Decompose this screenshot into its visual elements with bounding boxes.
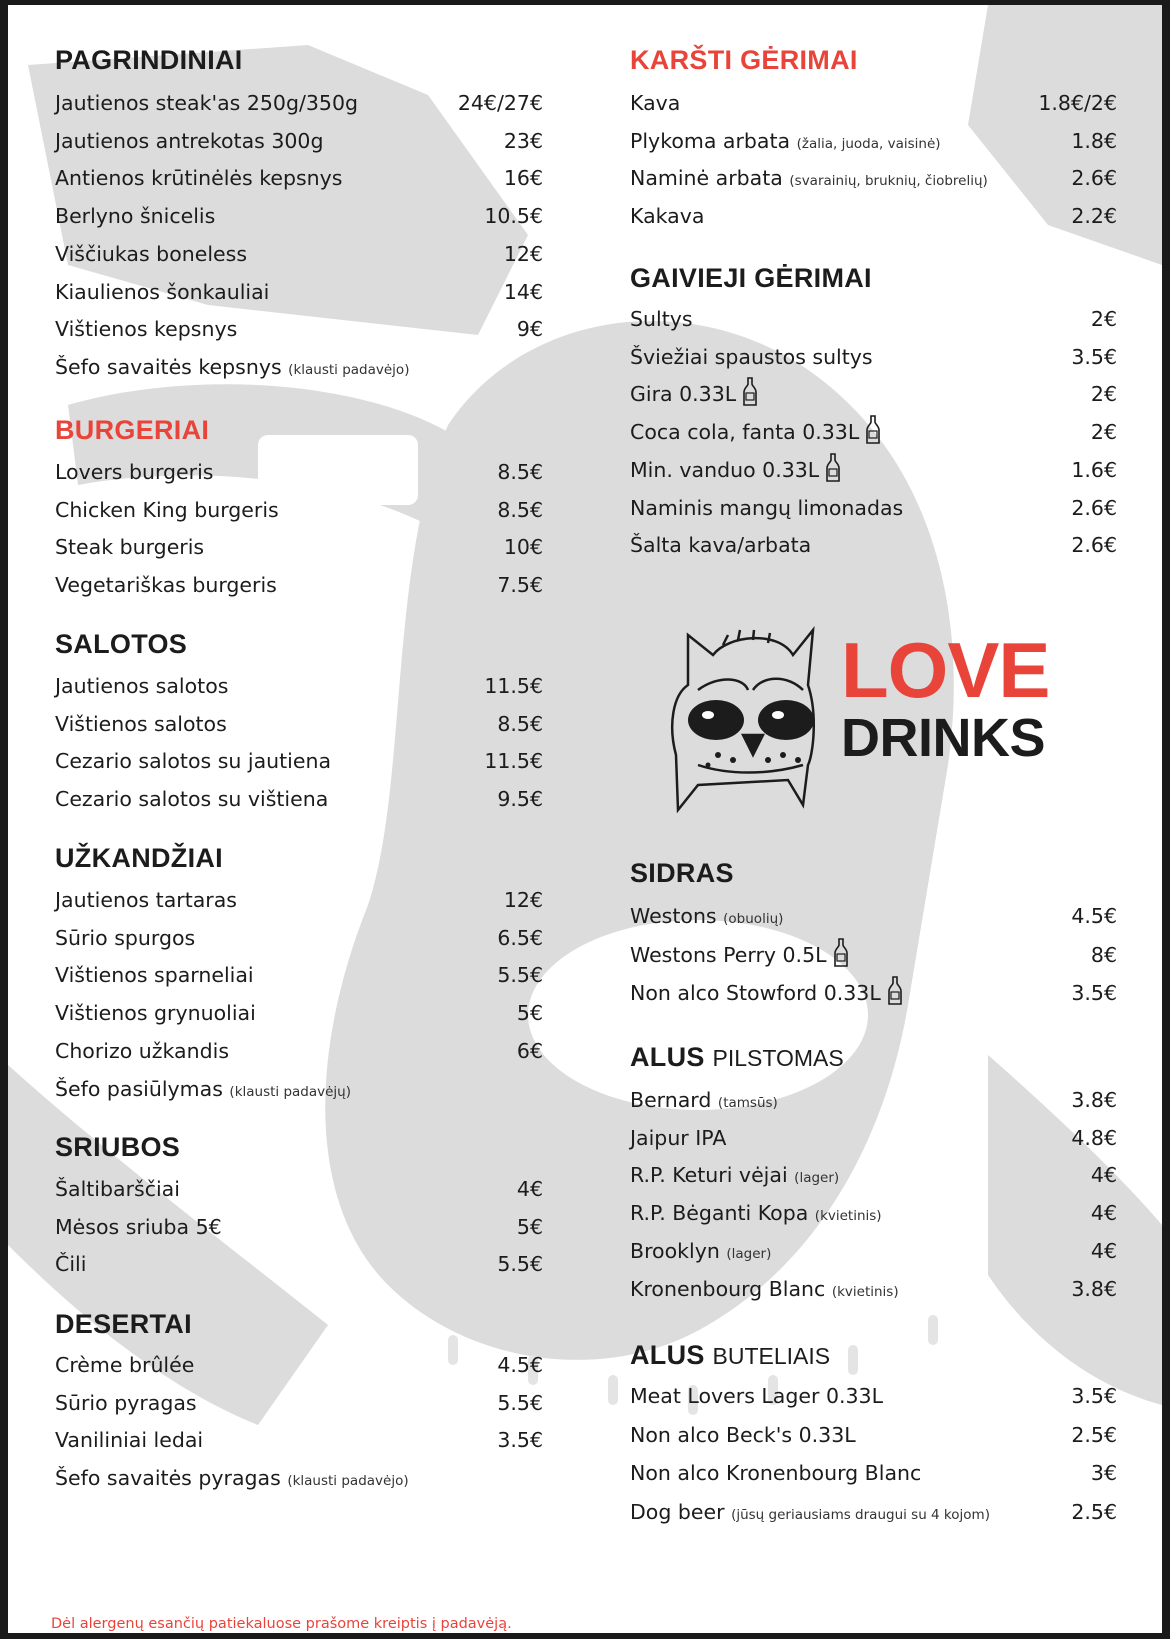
menu-item-name: Jautienos salotos — [55, 674, 229, 698]
menu-item-price: 4€ — [1090, 1163, 1117, 1188]
menu-item-name: Kava — [630, 91, 681, 115]
menu-item-price: 4.5€ — [497, 1353, 543, 1377]
menu-item-name: Šefo pasiūlymas (klausti padavėjų) — [55, 1076, 352, 1101]
menu-item-name: Jautienos antrekotas 300g — [55, 128, 324, 153]
menu-item-name: Min. vanduo 0.33L — [630, 452, 841, 494]
menu-item — [55, 1347, 543, 1383]
menu-item — [630, 160, 1117, 196]
menu-item — [630, 937, 1117, 973]
menu-item-price: 4€ — [1090, 1238, 1117, 1263]
menu-item-price: 5.5€ — [497, 1252, 543, 1277]
menu-item-price: 1.6€ — [1071, 457, 1117, 482]
menu-item-name: Berlyno šnicelis — [55, 204, 216, 229]
menu-item-name: Crème brûlée — [55, 1353, 195, 1377]
menu-item — [55, 668, 543, 704]
menu-item — [630, 1455, 1117, 1491]
menu-item-name: Viščiukas boneless — [55, 241, 248, 266]
section-title-sidras: SIDRAS — [630, 858, 734, 888]
menu-item-note: (klausti padavėjų) — [229, 1083, 352, 1100]
menu-item-name: Mėsos sriuba 5€ — [55, 1214, 222, 1239]
menu-item — [55, 123, 543, 159]
menu-item-name: Cezario salotos su vištiena — [55, 787, 329, 812]
menu-item-price: 23€ — [503, 128, 543, 153]
bottle-icon — [825, 453, 841, 494]
menu-item-note: (tamsūs) — [717, 1095, 778, 1111]
menu-item — [55, 1209, 543, 1245]
menu-item — [55, 882, 543, 918]
menu-item-note: (svarainių, bruknių, čiobrelių) — [789, 173, 988, 190]
menu-item — [630, 85, 1117, 121]
menu-item-name: Non alco Beck's 0.33L — [630, 1422, 856, 1447]
menu-item — [630, 1082, 1117, 1118]
menu-item-name: Vaniliniai ledai — [55, 1428, 204, 1453]
menu-item-price: 2€ — [1090, 420, 1117, 445]
menu-item — [55, 311, 543, 347]
menu-item-name: Šaltibarščiai — [55, 1177, 180, 1201]
section-title-alus: ALUS — [630, 1340, 705, 1370]
menu-item-name: Čili — [55, 1252, 87, 1277]
menu-item-price: 8.5€ — [497, 497, 543, 522]
menu-item-name: Lovers burgeris — [55, 460, 214, 484]
menu-item-price: 3.5€ — [497, 1428, 543, 1453]
menu-item — [55, 706, 543, 742]
logo-drinks-text: DRINKS — [841, 708, 1046, 768]
menu-item-name: Vištienos sparneliai — [55, 963, 254, 988]
menu-item — [630, 1120, 1117, 1156]
menu-item-price: 5.5€ — [497, 963, 543, 988]
menu-item-note: (lager) — [726, 1245, 772, 1262]
menu-item — [630, 301, 1117, 337]
bottle-icon — [833, 938, 849, 979]
menu-item — [55, 1071, 543, 1107]
menu-page — [8, 5, 1162, 1633]
menu-item-name: Jautienos steak'as 250g/350g — [55, 91, 359, 115]
menu-item-price: 5€ — [516, 1001, 543, 1026]
menu-item-price: 11.5€ — [484, 674, 543, 698]
menu-item — [630, 1195, 1117, 1231]
section-title-uzkandziai: UŽKANDŽIAI — [55, 843, 223, 873]
menu-item-name: Naminis mangų limonadas — [630, 495, 904, 520]
section-title-sriubos: SRIUBOS — [55, 1132, 181, 1162]
menu-item — [630, 898, 1117, 934]
menu-item-name: Sultys — [630, 307, 693, 331]
menu-item-note: (klausti padavėjo) — [288, 361, 410, 378]
menu-item-name: Cezario salotos su jautiena — [55, 749, 332, 774]
menu-item-price: 4.5€ — [1071, 904, 1117, 928]
menu-item-price: 3.5€ — [1071, 1384, 1117, 1408]
menu-item-price: 2.5€ — [1071, 1422, 1117, 1447]
menu-item — [55, 236, 543, 272]
section-title-desertai: DESERTAI — [55, 1309, 192, 1339]
menu-item-name: Bernard (tamsūs) — [630, 1088, 778, 1112]
menu-item-name: Westons (obuolių) — [630, 904, 784, 928]
section-title-alus-pilstomas — [630, 1042, 844, 1073]
menu-item — [630, 975, 1117, 1011]
menu-item-name: Naminė arbata (svarainių, bruknių, čiobrelių) — [630, 166, 988, 191]
menu-item-price: 5€ — [516, 1214, 543, 1239]
menu-item — [55, 781, 543, 817]
menu-item-price: 12€ — [503, 888, 543, 912]
menu-item-price: 5.5€ — [497, 1390, 543, 1415]
logo-love-text: LOVE — [841, 626, 1050, 714]
menu-item-price: 3€ — [1090, 1461, 1117, 1485]
menu-item-price: 16€ — [503, 166, 543, 191]
section-title-pagrindiniai: PAGRINDINIAI — [55, 45, 243, 75]
bottle-icon — [742, 377, 758, 418]
section-title-karsti-gerimai: KARŠTI GĖRIMAI — [630, 45, 858, 75]
menu-item-price: 2.6€ — [1071, 166, 1117, 191]
menu-item — [630, 414, 1117, 450]
menu-item-price: 14€ — [503, 279, 543, 304]
menu-item — [630, 1378, 1117, 1414]
menu-item-name: Non alco Kronenbourg Blanc — [630, 1461, 922, 1485]
menu-item — [630, 376, 1117, 412]
section-subtitle-buteliais: BUTELIAIS — [712, 1343, 831, 1369]
menu-item-price: 2€ — [1090, 307, 1117, 331]
menu-item-price: 2€ — [1090, 382, 1117, 407]
menu-item-price: 2.6€ — [1071, 495, 1117, 520]
menu-item-name: Sūrio spurgos — [55, 925, 196, 950]
menu-item-name: Kiaulienos šonkauliai — [55, 279, 270, 304]
menu-item-name: R.P. Bėganti Kopa (kvietinis) — [630, 1201, 882, 1226]
menu-item-name: Chorizo užkandis — [55, 1038, 229, 1063]
menu-item — [630, 1233, 1117, 1269]
menu-item — [630, 490, 1117, 526]
menu-item — [55, 995, 543, 1031]
section-title-burgeriai: BURGERIAI — [55, 415, 210, 445]
menu-item-price: 9.5€ — [497, 787, 543, 812]
bottle-icon — [887, 976, 903, 1017]
menu-item-name: Gira 0.33L — [630, 376, 758, 418]
section-title-salotos: SALOTOS — [55, 629, 188, 659]
menu-item — [55, 454, 543, 490]
menu-item-price: 1.8€ — [1071, 128, 1117, 153]
menu-item-price: 10.5€ — [484, 204, 543, 229]
menu-item-name: Vištienos kepsnys — [55, 317, 238, 342]
menu-item-name: Coca cola, fanta 0.33L — [630, 414, 881, 456]
section-title-gaivieji-gerimai: GAIVIEJI GĖRIMAI — [630, 263, 872, 293]
menu-item — [630, 1157, 1117, 1193]
menu-item-name: R.P. Keturi vėjai (lager) — [630, 1163, 840, 1188]
menu-item-price: 2.5€ — [1071, 1499, 1117, 1524]
menu-item-price: 12€ — [503, 241, 543, 266]
menu-item-name: Jaipur IPA — [630, 1125, 727, 1150]
menu-item — [630, 1271, 1117, 1307]
bottle-icon — [865, 415, 881, 456]
menu-item — [630, 527, 1117, 563]
menu-item-price: 24€/27€ — [457, 91, 543, 115]
menu-item-price: 8€ — [1090, 942, 1117, 967]
menu-item — [55, 1422, 543, 1458]
menu-item — [55, 274, 543, 310]
menu-item-note: (kvietinis) — [831, 1283, 899, 1300]
menu-item-name: Šalta kava/arbata — [630, 533, 812, 558]
menu-item-note: (kvietinis) — [814, 1208, 882, 1225]
menu-item — [55, 85, 543, 121]
section-title-alus: ALUS — [630, 1042, 705, 1072]
menu-item-name: Non alco Stowford 0.33L — [630, 975, 903, 1017]
menu-item-name: Plykoma arbata (žalia, juoda, vaisinė) — [630, 128, 941, 153]
menu-item-price: 3.5€ — [1071, 344, 1117, 369]
menu-item — [55, 920, 543, 956]
menu-item-name: Meat Lovers Lager 0.33L — [630, 1384, 884, 1408]
menu-item — [630, 452, 1117, 488]
menu-item-price: 3.8€ — [1071, 1276, 1117, 1301]
menu-item-name: Steak burgeris — [55, 535, 205, 560]
menu-item-name: Westons Perry 0.5L — [630, 937, 849, 979]
menu-item-price: 11.5€ — [484, 749, 543, 774]
menu-item — [630, 1417, 1117, 1453]
menu-item-name: Dog beer (jūsų geriausiams draugui su 4 kojom) — [630, 1499, 990, 1524]
menu-item-price: 1.8€/2€ — [1038, 91, 1117, 115]
menu-item-name: Kakava — [630, 204, 705, 229]
menu-item-name: Sūrio pyragas — [55, 1390, 197, 1415]
menu-item-price: 10€ — [503, 535, 543, 560]
menu-item — [55, 957, 543, 993]
menu-item-name: Vištienos grynuoliai — [55, 1001, 256, 1026]
section-subtitle-pilstomas: PILSTOMAS — [712, 1045, 844, 1071]
menu-item-price: 4€ — [1090, 1201, 1117, 1226]
menu-item-name: Šefo savaitės kepsnys (klausti padavėjo) — [55, 354, 410, 379]
menu-item-name: Vegetariškas burgeris — [55, 573, 277, 598]
menu-item-note: (klausti padavėjo) — [287, 1473, 409, 1490]
menu-item — [630, 123, 1117, 159]
menu-item-name: Šviežiai spaustos sultys — [630, 344, 873, 369]
menu-item-note: (lager) — [794, 1170, 840, 1187]
menu-item — [55, 349, 543, 385]
menu-item-price: 6.5€ — [497, 925, 543, 950]
menu-item-name: Šefo savaitės pyragas (klausti padavėjo) — [55, 1466, 409, 1491]
menu-item-note: (žalia, juoda, vaisinė) — [796, 135, 941, 152]
menu-item-price: 7.5€ — [497, 573, 543, 598]
menu-item-price: 8.5€ — [497, 460, 543, 484]
menu-item — [55, 1385, 543, 1421]
menu-item — [630, 1494, 1117, 1530]
menu-item-price: 4€ — [516, 1177, 543, 1201]
menu-item — [630, 339, 1117, 375]
menu-item-price: 2.6€ — [1071, 533, 1117, 558]
menu-item — [55, 1033, 543, 1069]
menu-item-name: Antienos krūtinėlės kepsnys — [55, 166, 343, 191]
menu-item — [55, 567, 543, 603]
menu-item — [630, 198, 1117, 234]
menu-item — [55, 160, 543, 196]
menu-item — [55, 1171, 543, 1207]
menu-item-price: 3.8€ — [1071, 1088, 1117, 1112]
allergen-footer-note: Dėl alergenų esančių patiekaluose prašome kreiptis į padavėją. — [51, 1616, 512, 1632]
menu-item-note: (jūsų geriausiams draugui su 4 kojom) — [731, 1506, 990, 1523]
menu-item — [55, 529, 543, 565]
section-title-alus-buteliais — [630, 1340, 830, 1371]
menu-item — [55, 743, 543, 779]
menu-item — [55, 1460, 543, 1496]
menu-item — [55, 1246, 543, 1282]
menu-item-name: Jautienos tartaras — [55, 888, 237, 912]
menu-item — [55, 198, 543, 234]
menu-item-price: 3.5€ — [1071, 981, 1117, 1005]
menu-item-name: Chicken King burgeris — [55, 497, 279, 522]
menu-item-price: 6€ — [516, 1038, 543, 1063]
menu-item-price: 9€ — [516, 317, 543, 342]
menu-item — [55, 492, 543, 528]
menu-item-price: 8.5€ — [497, 711, 543, 736]
menu-item-price: 4.8€ — [1071, 1125, 1117, 1150]
menu-item-note: (obuolių) — [723, 911, 784, 927]
menu-item-name: Kronenbourg Blanc (kvietinis) — [630, 1276, 899, 1301]
menu-item-name: Vištienos salotos — [55, 711, 227, 736]
menu-item-price: 2.2€ — [1071, 204, 1117, 229]
menu-item-name: Brooklyn (lager) — [630, 1238, 772, 1263]
